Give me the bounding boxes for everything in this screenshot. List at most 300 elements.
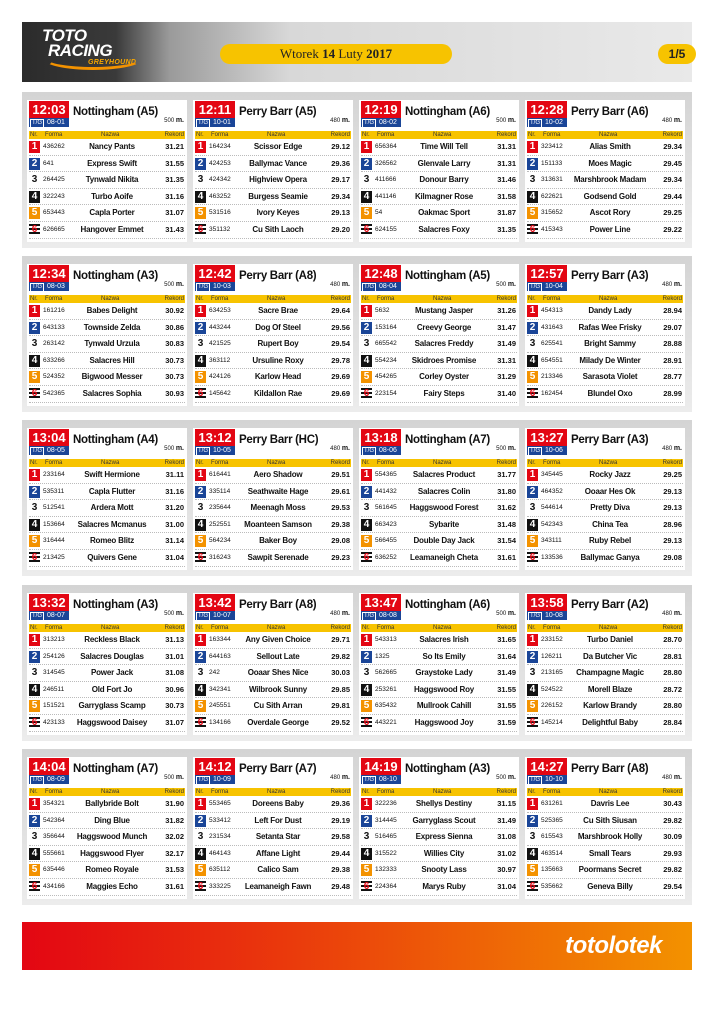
- trap-number: 3: [195, 502, 206, 514]
- runner-record: 31.59: [497, 717, 516, 727]
- runner-form: 636252: [375, 553, 397, 561]
- runner-row: [29, 796, 185, 813]
- trap-number: 4: [195, 848, 206, 860]
- tg-badge: T/G: [364, 120, 374, 126]
- runner-form: 654551: [541, 356, 563, 364]
- runner-name: Dandy Lady: [588, 306, 632, 315]
- race-distance: [164, 117, 184, 124]
- column-header: [527, 131, 683, 139]
- runner-row: [527, 862, 683, 879]
- runner-record: 28.94: [663, 306, 682, 315]
- race-time-box: [29, 594, 69, 620]
- runner-record: 31.31: [497, 142, 516, 151]
- race-distance: [662, 610, 682, 617]
- runner-name: Ooaar Hes Ok: [584, 486, 636, 496]
- trap-number: 3: [527, 502, 538, 514]
- runner-record: 30.73: [165, 701, 184, 711]
- runner-form: 411666: [375, 176, 397, 184]
- trap-number: 6: [527, 881, 538, 893]
- trap-number: 5: [361, 207, 372, 219]
- race-header: [359, 593, 519, 623]
- runner-record: 29.85: [331, 684, 350, 694]
- runner-row: [527, 550, 683, 567]
- runner-form: 54: [375, 209, 383, 217]
- race-code-row: [527, 611, 567, 620]
- runner-name: Haggswood Daisey: [76, 717, 148, 727]
- race-distance: [164, 610, 184, 617]
- col-rekord: Rekord: [164, 132, 184, 138]
- runner-name: Alias Smith: [589, 142, 631, 151]
- trap-number: 6: [29, 881, 40, 893]
- column-header: [527, 788, 683, 796]
- runner-row: [527, 829, 683, 846]
- runner-form: 161216: [43, 307, 65, 314]
- runner-name: Salacres Douglas: [80, 651, 144, 661]
- column-header: [29, 788, 185, 796]
- race-code: 10-09: [213, 776, 231, 783]
- col-nazwa: Nazwa: [599, 789, 618, 795]
- runner-record: 31.11: [165, 470, 184, 479]
- runner-name: Karlow Brandy: [583, 701, 637, 711]
- runner-row: [29, 862, 185, 879]
- runner-form: 316444: [43, 537, 65, 545]
- trap-number: 4: [361, 191, 372, 203]
- runner-form: 634253: [209, 307, 231, 314]
- col-nr: Nr.: [196, 460, 204, 466]
- runner-name: Donour Barry: [419, 175, 469, 185]
- runner-row: [29, 829, 185, 846]
- race-time: 12:28: [530, 102, 564, 117]
- runner-record: 31.48: [497, 519, 516, 529]
- runner-form: 424126: [209, 373, 231, 381]
- tg-badge: T/G: [364, 613, 374, 619]
- col-nr: Nr.: [196, 132, 204, 138]
- col-rekord: Rekord: [662, 296, 682, 302]
- distance-unit: m.: [175, 281, 184, 288]
- runner-row: [527, 649, 683, 666]
- runner-row: [527, 467, 683, 484]
- runner-record: 29.93: [663, 848, 682, 858]
- runner-record: 29.81: [331, 701, 350, 711]
- tg-badge: T/G: [198, 777, 208, 783]
- runner-name: Hangover Emmet: [80, 224, 144, 234]
- runner-record: 29.20: [331, 224, 350, 234]
- runner-name: Burgess Seamie: [248, 191, 308, 201]
- runner-name: Shellys Destiny: [415, 799, 473, 808]
- col-forma: Forma: [377, 789, 395, 795]
- trap-number: 1: [195, 305, 206, 317]
- runner-name: Mustang Jasper: [414, 306, 474, 315]
- runner-form: 431643: [541, 323, 563, 331]
- runner-name: Ooaar Shes Nice: [247, 668, 309, 678]
- track-name: Nottingham (A5): [73, 106, 158, 118]
- race-distance: [662, 117, 682, 124]
- runner-row: [29, 632, 185, 649]
- runner-record: 31.16: [165, 191, 184, 201]
- runner-form: 235644: [209, 504, 231, 512]
- runner-name: Corley Oyster: [419, 372, 469, 382]
- runner-name: Leamaneigh Cheta: [410, 552, 478, 562]
- distance-unit: m.: [507, 445, 516, 452]
- distance-unit: m.: [507, 610, 516, 617]
- race-code-row: [527, 446, 567, 455]
- col-rekord: Rekord: [496, 625, 516, 631]
- runner-name: Milady De Winter: [579, 355, 641, 365]
- distance-value: 500: [164, 775, 175, 781]
- runner-name: Ardera Mott: [90, 503, 134, 513]
- runner-form: 635112: [209, 866, 231, 874]
- col-forma: Forma: [543, 789, 561, 795]
- runner-row: [527, 813, 683, 830]
- track-name: Nottingham (A6): [405, 106, 490, 118]
- runner-record: 31.13: [165, 635, 184, 644]
- distance-unit: m.: [175, 445, 184, 452]
- runner-form: 533412: [209, 816, 231, 824]
- runner-record: 29.13: [663, 536, 682, 546]
- trap-number: 1: [527, 469, 538, 481]
- race-code-row: [195, 775, 235, 784]
- runner-name: Marshbrook Holly: [577, 832, 643, 842]
- runner-record: 29.58: [331, 832, 350, 842]
- trap-number: 6: [195, 881, 206, 893]
- runner-form: 145642: [209, 389, 231, 397]
- page-number: 1/5: [658, 44, 696, 64]
- runner-row: [527, 336, 683, 353]
- runner-form: 643133: [43, 323, 65, 331]
- race-header: [193, 100, 353, 130]
- race-code: 10-02: [545, 119, 563, 126]
- trap-number: 2: [195, 815, 206, 827]
- logo-swoosh: [44, 48, 142, 70]
- trap-number: 1: [29, 141, 40, 153]
- col-rekord: Rekord: [496, 789, 516, 795]
- col-nazwa: Nazwa: [267, 789, 286, 795]
- runner-row: [29, 484, 185, 501]
- runner-name: Rocky Jazz: [589, 470, 631, 479]
- runner-record: 28.80: [663, 701, 682, 711]
- race-distance: [496, 610, 516, 617]
- race-time: 12:42: [198, 266, 232, 281]
- runner-record: 29.13: [663, 486, 682, 496]
- trap-number: 1: [195, 141, 206, 153]
- trap-number: 5: [527, 535, 538, 547]
- runner-record: 29.54: [331, 339, 350, 349]
- trap-number: 6: [29, 552, 40, 564]
- runner-form: 443244: [209, 323, 231, 331]
- runner-row: [527, 205, 683, 222]
- col-forma: Forma: [377, 625, 395, 631]
- col-rekord: Rekord: [662, 625, 682, 631]
- runner-row: [29, 205, 185, 222]
- runner-form: 363112: [209, 356, 231, 364]
- runner-record: 30.86: [165, 322, 184, 332]
- trap-number: 4: [29, 848, 40, 860]
- runner-record: 29.08: [663, 552, 682, 562]
- col-nazwa: Nazwa: [599, 296, 618, 302]
- col-rekord: Rekord: [496, 296, 516, 302]
- trap-number: 6: [361, 224, 372, 236]
- column-header: [527, 295, 683, 303]
- trap-number: 6: [527, 552, 538, 564]
- runner-name: Seathwaite Hage: [247, 486, 309, 496]
- race-time-box: [361, 101, 401, 127]
- runner-row: [195, 813, 351, 830]
- runner-form: 516465: [375, 833, 397, 841]
- trap-number: 3: [527, 338, 538, 350]
- runner-record: 29.82: [663, 865, 682, 875]
- column-header: [195, 295, 351, 303]
- race-code-row: [29, 446, 69, 455]
- trap-number: 2: [527, 486, 538, 498]
- distance-value: 500: [496, 775, 507, 781]
- runner-record: 29.56: [331, 322, 350, 332]
- distance-value: 480: [330, 775, 341, 781]
- race-card: [193, 100, 353, 242]
- runner-row: [361, 682, 517, 699]
- runner-row: [195, 879, 351, 896]
- runner-form: 345445: [541, 471, 563, 478]
- tg-badge: T/G: [530, 284, 540, 290]
- runner-row: [527, 715, 683, 732]
- runner-record: 31.65: [497, 635, 516, 644]
- runner-row: [527, 172, 683, 189]
- runner-name: Double Day Jack: [413, 536, 475, 546]
- race-time-box: [195, 101, 235, 127]
- race-time: 14:27: [530, 759, 564, 774]
- trap-number: 2: [361, 158, 372, 170]
- runner-record: 28.91: [663, 355, 682, 365]
- runner-form: 644163: [209, 652, 231, 660]
- runner-form: 641: [43, 159, 54, 167]
- runner-record: 30.73: [165, 372, 184, 382]
- runner-name: Da Butcher Vic: [583, 651, 637, 661]
- runner-name: Swift Hermione: [84, 470, 140, 479]
- runner-row: [195, 862, 351, 879]
- race-code-row: [195, 446, 235, 455]
- runner-row: [361, 846, 517, 863]
- runner-record: 29.12: [331, 142, 350, 151]
- tg-badge: T/G: [364, 777, 374, 783]
- runner-name: Morell Blaze: [587, 684, 633, 694]
- runner-name: Haggswood Forest: [409, 503, 479, 513]
- runner-name: Tynwald Nikita: [85, 175, 139, 185]
- runner-row: [195, 172, 351, 189]
- runner-row: [527, 222, 683, 239]
- runner-form: 535662: [541, 882, 563, 890]
- runner-form: 335114: [209, 487, 231, 495]
- runner-form: 1325: [375, 652, 390, 660]
- runner-form: 151133: [541, 159, 563, 167]
- runner-form: 562665: [375, 669, 397, 677]
- runner-record: 31.35: [497, 224, 516, 234]
- col-rekord: Rekord: [330, 296, 350, 302]
- runner-form: 254126: [43, 652, 65, 660]
- trap-number: 3: [527, 831, 538, 843]
- month: Luty: [338, 46, 363, 61]
- runner-name: Romeo Blitz: [89, 536, 135, 546]
- runner-name: China Tea: [592, 519, 628, 529]
- trap-number: 6: [195, 552, 206, 564]
- race-code: 10-07: [213, 612, 231, 619]
- race-code: 10-01: [213, 119, 231, 126]
- race-time: 13:04: [32, 430, 66, 445]
- runner-record: 29.34: [663, 175, 682, 185]
- distance-value: 480: [662, 282, 673, 288]
- runner-form: 126211: [541, 652, 563, 660]
- race-header: [27, 757, 187, 787]
- race-time: 14:19: [364, 759, 398, 774]
- distance-unit: m.: [507, 281, 516, 288]
- race-code-row: [195, 282, 235, 291]
- distance-value: 480: [662, 446, 673, 452]
- runner-record: 29.08: [331, 536, 350, 546]
- runner-name: Tynwald Urzula: [84, 339, 140, 349]
- runner-name: Wilbrook Sunny: [248, 684, 308, 694]
- trap-number: 4: [361, 355, 372, 367]
- runner-record: 31.31: [497, 355, 516, 365]
- runner-form: 314545: [43, 669, 65, 677]
- distance-unit: m.: [175, 117, 184, 124]
- race-code-row: [527, 282, 567, 291]
- runner-form: 624155: [375, 225, 397, 233]
- runner-row: [29, 303, 185, 320]
- runner-name: Delightful Baby: [582, 717, 638, 727]
- col-rekord: Rekord: [496, 460, 516, 466]
- runner-form: 554365: [375, 471, 397, 478]
- runner-name: Garryglass Scamp: [78, 701, 146, 711]
- runner-name: Willies City: [423, 848, 465, 858]
- runner-form: 354321: [43, 800, 65, 807]
- runner-name: Karlow Head: [254, 372, 302, 382]
- runner-record: 29.17: [331, 175, 350, 185]
- runner-form: 135663: [541, 866, 563, 874]
- race-card: [359, 100, 519, 242]
- runner-form: 635432: [375, 702, 397, 710]
- runner-record: 31.04: [165, 552, 184, 562]
- runner-form: 153664: [43, 520, 65, 528]
- runner-name: Romeo Royale: [85, 865, 139, 875]
- runner-form: 313213: [43, 636, 65, 643]
- runner-row: [361, 698, 517, 715]
- runner-row: [29, 715, 185, 732]
- col-forma: Forma: [45, 460, 63, 466]
- runner-record: 28.81: [663, 651, 682, 661]
- runner-form: 665542: [375, 340, 397, 348]
- race-code-row: [527, 118, 567, 127]
- race-code: 10-10: [545, 776, 563, 783]
- race-card: [359, 428, 519, 570]
- trap-number: 1: [29, 634, 40, 646]
- runner-form: 151521: [43, 702, 65, 710]
- runner-name: Doreens Baby: [252, 799, 304, 808]
- tg-badge: T/G: [364, 284, 374, 290]
- race-card: [27, 264, 187, 406]
- race-code: 10-04: [545, 283, 563, 290]
- runner-name: Nancy Pants: [89, 142, 135, 151]
- tg-badge: T/G: [32, 120, 42, 126]
- distance-value: 500: [164, 446, 175, 452]
- race-card: [193, 593, 353, 735]
- runner-record: 31.16: [165, 486, 184, 496]
- race-time-box: [361, 594, 401, 620]
- runner-form: 663423: [375, 520, 397, 528]
- race-distance: [496, 281, 516, 288]
- trap-number: 2: [195, 486, 206, 498]
- runner-row: [29, 682, 185, 699]
- col-nr: Nr.: [196, 789, 204, 795]
- runner-record: 31.54: [497, 536, 516, 546]
- runner-name: Baker Boy: [259, 536, 297, 546]
- distance-unit: m.: [175, 774, 184, 781]
- runner-name: Any Given Choice: [245, 635, 311, 644]
- trap-number: 1: [361, 469, 372, 481]
- runner-name: Ballybride Bolt: [85, 799, 139, 808]
- col-forma: Forma: [377, 296, 395, 302]
- runner-row: [361, 796, 517, 813]
- col-nr: Nr.: [196, 296, 204, 302]
- distance-unit: m.: [673, 281, 682, 288]
- trap-number: 1: [195, 634, 206, 646]
- runner-form: 443221: [375, 718, 397, 726]
- runner-form: 322243: [43, 192, 65, 200]
- runner-row: [527, 484, 683, 501]
- runner-record: 29.13: [331, 208, 350, 218]
- race-card: [193, 264, 353, 406]
- trap-number: 5: [29, 535, 40, 547]
- col-forma: Forma: [45, 132, 63, 138]
- runner-name: Calico Sam: [257, 865, 299, 875]
- runner-form: 625541: [541, 340, 563, 348]
- race-time-box: [195, 429, 235, 455]
- runner-form: 224364: [375, 882, 397, 890]
- runner-record: 31.14: [165, 536, 184, 546]
- runner-row: [195, 550, 351, 567]
- runner-form: 326562: [375, 159, 397, 167]
- col-rekord: Rekord: [330, 132, 350, 138]
- runner-record: 29.19: [331, 815, 350, 825]
- runner-record: 31.47: [497, 322, 516, 332]
- race-row: [22, 92, 692, 248]
- runner-row: [195, 632, 351, 649]
- trap-number: 2: [195, 322, 206, 334]
- page-footer: [22, 922, 692, 970]
- runner-record: 29.71: [331, 635, 350, 644]
- race-code: 10-03: [213, 283, 231, 290]
- runner-row: [361, 715, 517, 732]
- trap-number: 4: [527, 684, 538, 696]
- runner-row: [29, 550, 185, 567]
- runner-row: [361, 320, 517, 337]
- runner-form: 252551: [209, 520, 231, 528]
- col-forma: Forma: [377, 460, 395, 466]
- col-nazwa: Nazwa: [433, 132, 452, 138]
- runner-name: Rupert Boy: [257, 339, 299, 349]
- runner-form: 454265: [375, 373, 397, 381]
- runner-name: Express Swift: [87, 158, 137, 168]
- runner-row: [195, 698, 351, 715]
- runner-row: [195, 353, 351, 370]
- runner-record: 29.54: [663, 881, 682, 891]
- runner-record: 31.90: [165, 799, 184, 808]
- runner-row: [361, 665, 517, 682]
- runner-row: [195, 386, 351, 403]
- track-name: Perry Barr (A6): [571, 106, 649, 118]
- distance-value: 480: [662, 775, 673, 781]
- runner-row: [29, 336, 185, 353]
- runner-record: 28.80: [663, 668, 682, 678]
- race-distance: [330, 610, 350, 617]
- runner-row: [29, 156, 185, 173]
